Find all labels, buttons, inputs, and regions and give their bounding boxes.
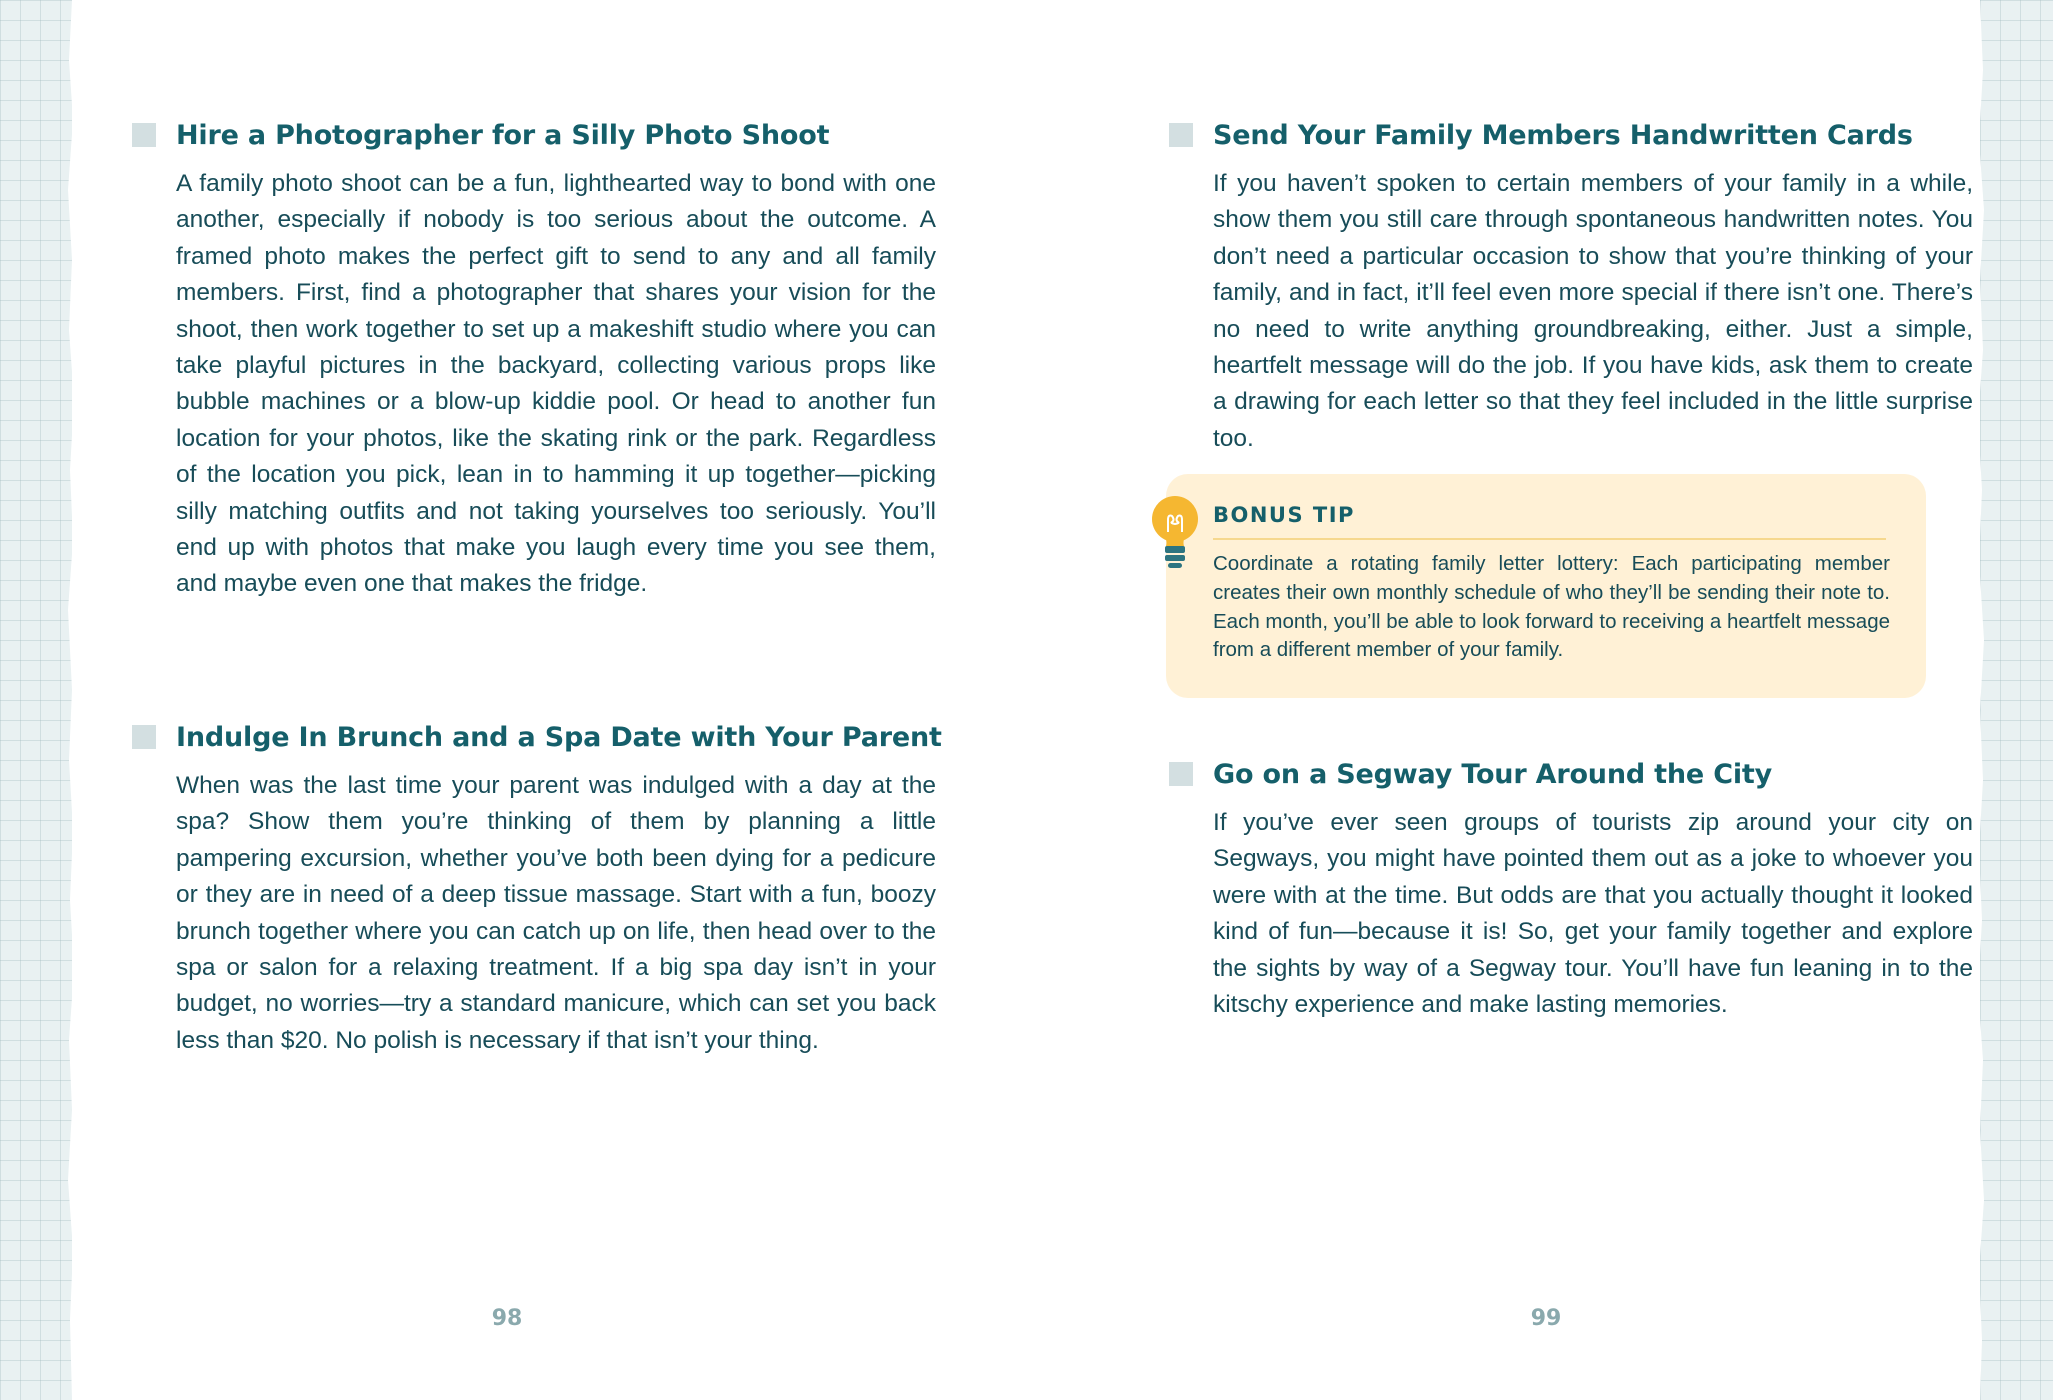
section-body: If you haven’t spoken to certain members of your family in a while, show them you still care through spontaneous handwritten notes. You don’t need a particular occasion to show that you’re thinking of your family, and in fact, it’ll feel even more special if there isn’t one. There’s no need to write anything groundbreaking, either. Just a simple, heartfelt message will do the job. If you have kids, ask them to create a drawing for each letter so that they feel included in the little surprise too. bbox=[1213, 170, 1973, 452]
lightbulb-icon bbox=[1148, 494, 1202, 572]
section-bullet-icon bbox=[1169, 123, 1193, 147]
section-title: Send Your Family Members Handwritten Cards bbox=[1213, 120, 1913, 151]
bonus-tip-divider bbox=[1213, 538, 1886, 540]
section-brunch-spa bbox=[176, 720, 942, 1059]
page-number-left: 98 bbox=[491, 1306, 523, 1331]
section-segway-tour bbox=[1213, 757, 1973, 1023]
bonus-tip-text: Coordinate a rotating family letter lottery: Each participating member creates their own monthly schedule of who they’ll be sending their note to. Each month, you’ll be able to look forward to receiving a heartfelt message from a different member of your family. bbox=[1213, 552, 1890, 662]
section-bullet-icon bbox=[132, 725, 156, 749]
section-title: Indulge In Brunch and a Spa Date with Your Parent bbox=[176, 722, 942, 753]
section-handwritten-cards bbox=[1213, 118, 1973, 457]
page-number-right: 99 bbox=[1530, 1306, 1562, 1331]
section-body: If you’ve ever seen groups of tourists zip around your city on Segways, you might have pointed them out as a joke to whoever you were with at the time. But odds are that you actually thought it looked kind of fun—because it is! So, get your family together and explore the sights by way of a Segway tour. You’ll have fun leaning in to the kitschy experience and make lasting memories. bbox=[1213, 809, 1973, 1019]
bonus-tip-label: BONUS TIP bbox=[1213, 503, 1355, 527]
section-body: When was the last time your parent was indulged with a day at the spa? Show them you’re thinking of them by planning a little pampering excursion, whether you’ve both been dying for a pedicure or they are in need of a deep tissue massage. Start with a fun, boozy brunch together where you can catch up on life, then head over to the spa or salon for a relaxing treatment. If a big spa day isn’t in your budget, no worries—try a standard manicure, which can set you back less than $20. No polish is necessary if that isn’t your thing. bbox=[176, 772, 936, 1054]
section-bullet-icon bbox=[132, 123, 156, 147]
section-title: Hire a Photographer for a Silly Photo Shoot bbox=[176, 120, 830, 151]
section-photo-shoot bbox=[176, 118, 936, 603]
torn-edge-left bbox=[66, 0, 78, 1400]
section-bullet-icon bbox=[1169, 762, 1193, 786]
section-title: Go on a Segway Tour Around the City bbox=[1213, 759, 1772, 790]
section-body: A family photo shoot can be a fun, lighthearted way to bond with one another, especially if nobody is too serious about the outcome. A framed photo makes the perfect gift to send to any and all family members. First, find a photographer that shares your vision for the shoot, then work together to set up a makeshift studio where you can take playful pictures in the backyard, collecting various props like bubble machines or a blow-up kiddie pool. Or head to another fun location for your photos, like the skating rink or the park. Regardless of the location you pick, lean in to hamming it up together—picking silly matching outfits and not taking yourselves too seriously. You’ll end up with photos that make you laugh every time you see them, and maybe even one that makes the fridge. bbox=[176, 170, 936, 598]
torn-edge-right bbox=[1974, 0, 1986, 1400]
